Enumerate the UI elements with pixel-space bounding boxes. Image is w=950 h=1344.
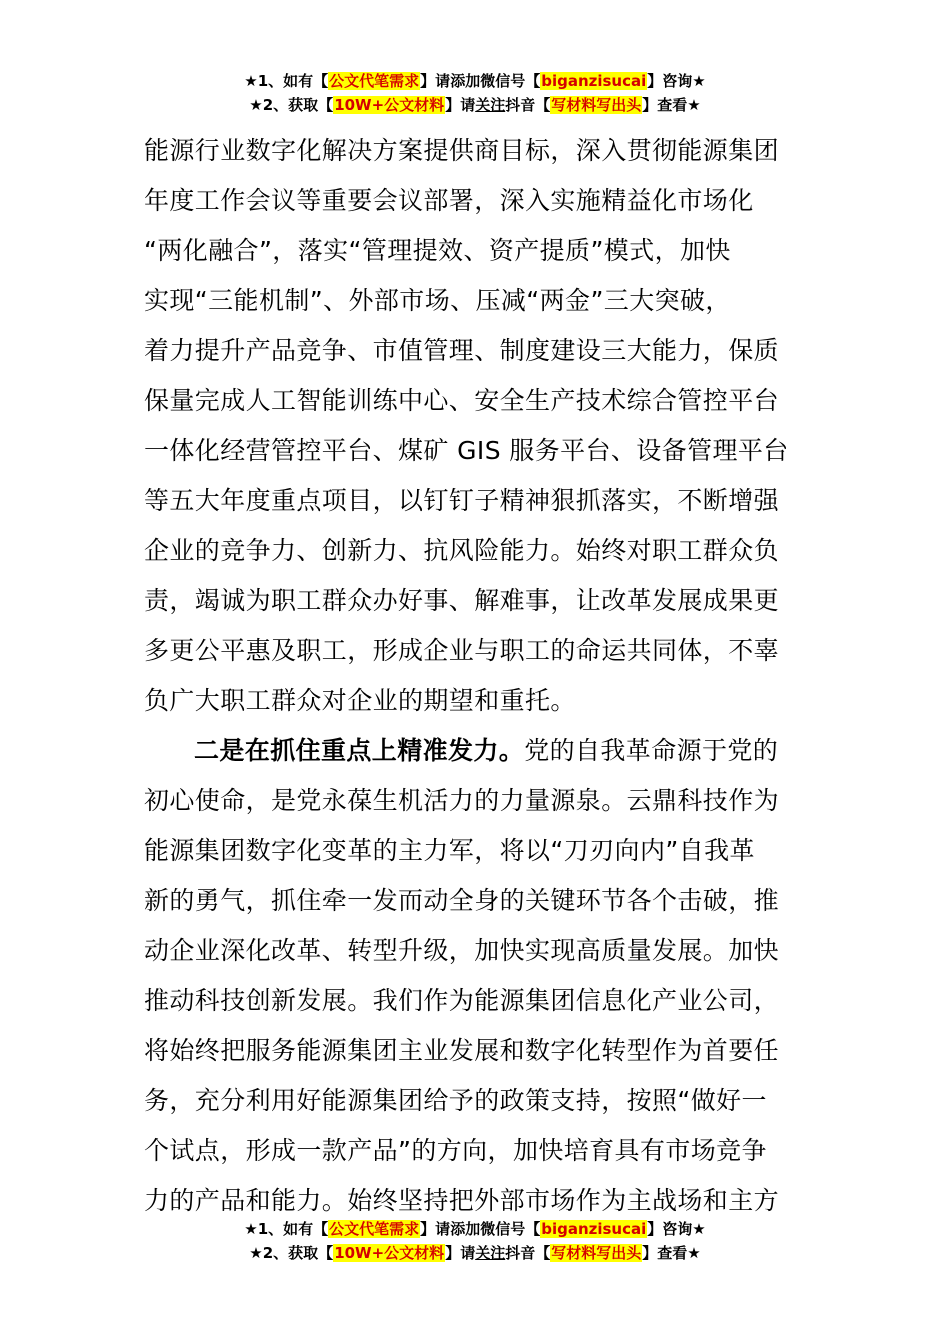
wechat-id: biganzisucai bbox=[541, 72, 647, 90]
paragraph-start bbox=[144, 726, 814, 776]
text-line: 个试点，形成一款产品”的方向，加快培育具有市场竞争 bbox=[144, 1136, 767, 1165]
text-line: 实现“三能机制”、外部市场、压减“两金”三大突破， bbox=[144, 286, 731, 315]
banner-text: ★1、如有【 bbox=[244, 72, 329, 90]
banner-text: 】咨询★ bbox=[647, 72, 706, 90]
text-line: 一体化经营管控平台、煤矿 GIS 服务平台、设备管理平台 bbox=[144, 436, 789, 465]
banner-line-1 bbox=[0, 70, 950, 94]
banner-text: 关注 bbox=[475, 1244, 506, 1262]
banner-text: 添加 bbox=[450, 72, 481, 90]
text-line: 能源集团数字化变革的主力军，将以“刀刃向内”自我革 bbox=[144, 836, 755, 865]
banner-text: 添加 bbox=[450, 1220, 481, 1238]
highlight-text: 10W+公文材料 bbox=[334, 96, 445, 114]
highlight-text: 10W+公文材料 bbox=[334, 1244, 445, 1262]
banner-text: 】查看★ bbox=[642, 1244, 701, 1262]
text-line: 企业的竞争力、创新力、抗风险能力。始终对职工群众负 bbox=[144, 536, 780, 565]
banner-text: ★2、获取【 bbox=[249, 1244, 334, 1262]
banner-text: 】请 bbox=[420, 1220, 451, 1238]
banner-text: 抖音【 bbox=[505, 96, 551, 114]
footer-banner bbox=[0, 1218, 950, 1266]
text-line: 初心使命，是党永葆生机活力的力量源泉。云鼎科技作为 bbox=[144, 786, 780, 815]
banner-text: 】请 bbox=[445, 1244, 476, 1262]
banner-line-2 bbox=[0, 94, 950, 118]
text-line: “两化融合”，落实“管理提效、资产提质”模式，加快 bbox=[144, 236, 731, 265]
highlight-text: 公文代笔需求 bbox=[329, 72, 420, 90]
banner-text: ★2、获取【 bbox=[249, 96, 334, 114]
text-line: 负广大职工群众对企业的期望和重托。 bbox=[144, 686, 576, 715]
banner-line-1 bbox=[0, 1218, 950, 1242]
text-line: 多更公平惠及职工，形成企业与职工的命运共同体，不辜 bbox=[144, 636, 780, 665]
text-line: 能源行业数字化解决方案提供商目标，深入贯彻能源集团 bbox=[144, 136, 780, 165]
banner-text: 微信号【 bbox=[480, 72, 541, 90]
text-line: 责，竭诚为职工群众办好事、解难事，让改革发展成果更 bbox=[144, 586, 780, 615]
douyin-account: 写材料写出头 bbox=[551, 1244, 642, 1262]
text-line: 党的自我革命源于党的 bbox=[524, 736, 779, 765]
text-line: 务，充分利用好能源集团给予的政策支持，按照“做好一 bbox=[144, 1086, 767, 1115]
banner-text: 】请 bbox=[445, 96, 476, 114]
banner-text: 微信号【 bbox=[480, 1220, 541, 1238]
banner-text: ★1、如有【 bbox=[244, 1220, 329, 1238]
document-body bbox=[144, 126, 814, 1226]
highlight-text: 公文代笔需求 bbox=[329, 1220, 420, 1238]
banner-text: 关注 bbox=[475, 96, 506, 114]
text-line: 年度工作会议等重要会议部署，深入实施精益化市场化 bbox=[144, 186, 754, 215]
banner-text: 】咨询★ bbox=[647, 1220, 706, 1238]
text-line: 力的产品和能力。始终坚持把外部市场作为主战场和主方 bbox=[144, 1186, 780, 1215]
banner-text: 】请 bbox=[420, 72, 451, 90]
header-banner bbox=[0, 70, 950, 118]
text-line: 保量完成人工智能训练中心、安全生产技术综合管控平台 bbox=[144, 386, 780, 415]
banner-text: 】查看★ bbox=[642, 96, 701, 114]
text-line: 新的勇气，抓住牵一发而动全身的关键环节各个击破，推 bbox=[144, 886, 780, 915]
text-line: 推动科技创新发展。我们作为能源集团信息化产业公司， bbox=[144, 986, 780, 1015]
text-line: 着力提升产品竞争、市值管理、制度建设三大能力，保质 bbox=[144, 336, 780, 365]
wechat-id: biganzisucai bbox=[541, 1220, 647, 1238]
section-heading: 二是在抓住重点上精准发力。 bbox=[194, 736, 525, 765]
text-line: 动企业深化改革、转型升级，加快实现高质量发展。加快 bbox=[144, 936, 780, 965]
douyin-account: 写材料写出头 bbox=[551, 96, 642, 114]
text-line: 将始终把服务能源集团主业发展和数字化转型作为首要任 bbox=[144, 1036, 780, 1065]
banner-text: 抖音【 bbox=[505, 1244, 551, 1262]
banner-line-2 bbox=[0, 1242, 950, 1266]
text-line: 等五大年度重点项目，以钉钉子精神狠抓落实，不断增强 bbox=[144, 486, 780, 515]
